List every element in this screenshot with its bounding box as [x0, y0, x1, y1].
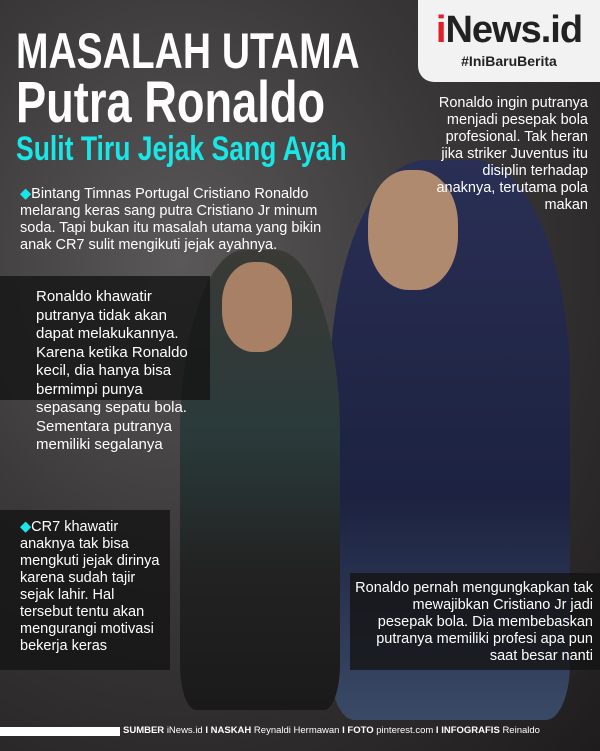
paragraph-5: Ronaldo pernah mengungkapkan tak mewajibkan Cristiano Jr jadi pesepak bola. Dia membebaskan putranya memiliki profesi apa pun saat besar nanti — [355, 580, 593, 664]
subtitle: Sulit Tiru Jejak Sang Ayah — [16, 130, 347, 168]
inews-logo — [418, 0, 600, 82]
separator: I — [435, 725, 439, 736]
paragraph-2: Ronaldo ingin putranya menjadi pesepak bola profesional. Tak heran jika striker Juventus itu disiplin terhadap anaknya, terutama pola makan — [436, 95, 588, 213]
logo-tagline: #IniBaruBerita — [461, 53, 557, 69]
footer-bar — [0, 727, 120, 736]
diamond-icon: ◆ — [20, 186, 32, 202]
paragraph-4 — [20, 519, 165, 655]
title-line-2: Putra Ronaldo — [16, 70, 326, 135]
infographic-label: INFOGRAFIS — [441, 725, 500, 736]
writer-value: Reynaldi Hermawan — [253, 725, 340, 736]
source-value: iNews.id — [166, 725, 203, 736]
separator: I — [342, 725, 345, 736]
logo-name: News.id — [445, 9, 583, 51]
photo-label: FOTO — [347, 725, 374, 736]
credits-footer — [0, 725, 600, 738]
photo-value: pinterest.com — [376, 725, 434, 736]
paragraph-3: Ronaldo khawatir putranya tidak akan dapat melakukannya. Karena ketika Ronaldo kecil, dia hanya bisa bermimpi punya sepasang sepatu bola. Sementara putranya memiliki segalanya — [36, 288, 188, 453]
paragraph-1 — [20, 186, 340, 254]
separator: I — [205, 725, 208, 736]
diamond-icon: ◆ — [20, 519, 32, 535]
source-label: SUMBER — [123, 725, 165, 736]
paragraph-1-text: Bintang Timnas Portugal Cristiano Ronaldo melarang keras sang putra Cristiano Jr minum soda. Tapi bukan itu masalah utama yang bikin anak CR7 sulit mengikuti jejak ayahnya. — [20, 186, 322, 253]
title-line-1: MASALAH UTAMA — [16, 23, 360, 79]
paragraph-4-text: CR7 khawatir anaknya tak bisa mengkuti jejak dirinya karena sudah tajir sejak lahir. Hal tersebut tentu akan mengurangi motivasi bekerja keras — [20, 519, 160, 654]
photo-son-face — [222, 262, 292, 352]
infographic-value: Reinaldo — [502, 725, 540, 736]
writer-label: NASKAH — [210, 725, 252, 736]
logo-prefix: i — [435, 9, 446, 51]
